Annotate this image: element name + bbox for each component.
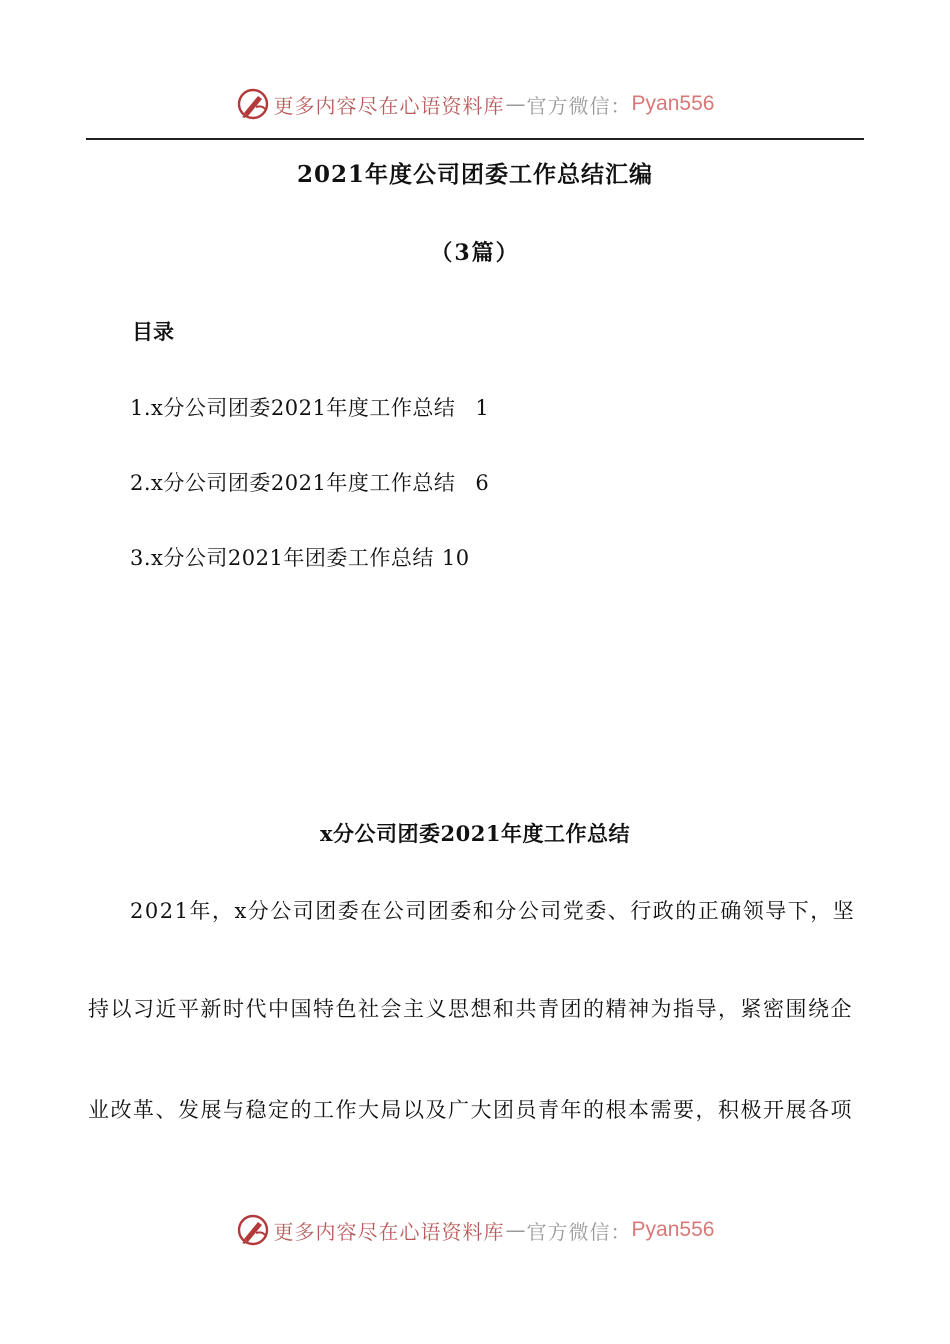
- toc-item[interactable]: [130, 392, 489, 422]
- toc-item-page: 1: [475, 396, 490, 420]
- document-title: 2021年度公司团委工作总结汇编: [296, 161, 653, 188]
- banner-separator: —: [505, 1218, 526, 1242]
- toc-item-label: 1.x分公司团委2021年度工作总结: [130, 396, 456, 420]
- toc-item[interactable]: [130, 542, 470, 572]
- toc-item-page: 10: [441, 546, 470, 570]
- footer-banner: [0, 1210, 950, 1250]
- banner-wechat-account: Pyan556: [631, 92, 715, 115]
- banner-slogan: 更多内容尽在心语资料库: [273, 93, 505, 118]
- section-title: x分公司团委2021年度工作总结: [320, 821, 630, 846]
- banner-wechat-label: 官方微信：: [526, 93, 632, 118]
- pen-seal-logo-icon: [236, 1213, 270, 1247]
- toc-item-label: 3.x分公司2021年团委工作总结: [130, 546, 434, 570]
- header-banner: [0, 84, 950, 124]
- toc-item-label: 2.x分公司团委2021年度工作总结: [130, 471, 456, 495]
- paragraph-line: 持以习近平新时代中国特色社会主义思想和共青团的精神为指导，紧密围绕企: [88, 997, 853, 1021]
- pen-seal-logo-icon: [236, 87, 270, 121]
- toc-item-page: 6: [475, 471, 490, 495]
- paragraph-line: 2021年，x分公司团委在公司团委和分公司党委、行政的正确领导下，坚: [130, 899, 856, 923]
- paragraph-line: 业改革、发展与稳定的工作大局以及广大团员青年的根本需要，积极开展各项: [88, 1098, 853, 1122]
- banner-wechat-account: Pyan556: [631, 1218, 715, 1241]
- toc-heading: 目录: [132, 319, 174, 344]
- banner-wechat-label: 官方微信：: [526, 1219, 632, 1244]
- banner-slogan: 更多内容尽在心语资料库: [273, 1219, 505, 1244]
- banner-separator: —: [505, 92, 526, 116]
- document-subtitle: （3篇）: [430, 240, 520, 266]
- header-divider: [86, 138, 864, 140]
- toc-item[interactable]: [130, 467, 489, 497]
